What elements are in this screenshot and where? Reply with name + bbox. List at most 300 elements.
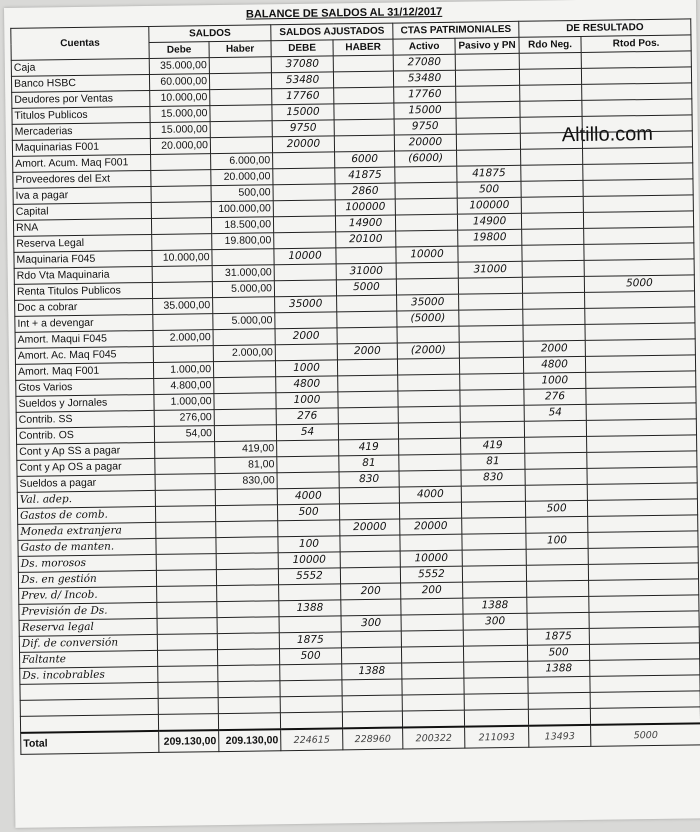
activo-value — [401, 630, 463, 647]
rdo-neg-value: 276 — [524, 388, 586, 405]
rdo-neg-value: 4800 — [523, 356, 585, 373]
empty-haber — [215, 505, 277, 522]
saldo-haber: 31.000,00 — [212, 265, 274, 282]
saldo-haber — [209, 57, 271, 74]
cuenta-name: Renta Titulos Publicos — [14, 282, 152, 300]
rdo-neg-value — [522, 260, 584, 277]
rtod-pos-value — [590, 707, 700, 725]
ajustado-debe — [273, 152, 335, 169]
saldo-haber: 419,00 — [215, 441, 277, 458]
ajustado-debe — [279, 584, 341, 601]
saldo-debe: 35.000,00 — [153, 298, 213, 315]
pasivo-value — [460, 389, 524, 406]
saldo-haber — [210, 105, 272, 122]
saldo-haber — [212, 249, 274, 266]
saldo-debe: 60.000,00 — [149, 74, 209, 91]
rdo-neg-value — [527, 580, 589, 597]
ajustado-debe — [279, 616, 341, 633]
saldo-debe — [152, 282, 212, 299]
ajustado-debe — [273, 216, 335, 233]
ajustado-debe: 500 — [277, 504, 339, 521]
handwritten-cuenta — [20, 698, 158, 716]
watermark: Altillo.com — [561, 122, 654, 147]
ajustado-debe: 17760 — [272, 88, 334, 105]
activo-value: 20000 — [394, 134, 456, 151]
rdo-neg-value — [528, 676, 590, 693]
rdo-neg-value — [520, 116, 582, 133]
rdo-neg-value — [521, 164, 583, 181]
rdo-neg-value — [521, 180, 583, 197]
ajustado-debe — [274, 280, 336, 297]
ajustado-haber — [340, 535, 400, 552]
activo-value: 35000 — [397, 294, 459, 311]
handwritten-cuenta: Previsión de Ds. — [19, 602, 157, 620]
activo-value: 5552 — [400, 566, 462, 583]
empty-debe — [158, 714, 218, 731]
empty-haber — [216, 537, 278, 554]
ajustado-haber: 200 — [341, 583, 401, 600]
ajustado-haber — [338, 407, 398, 424]
rtod-pos-value — [585, 307, 695, 325]
rtod-pos-value — [584, 259, 694, 277]
empty-debe — [157, 634, 217, 651]
rtod-pos-value — [583, 147, 693, 165]
empty-haber — [217, 617, 279, 634]
saldo-debe — [153, 314, 213, 331]
saldo-haber: 18.500,00 — [211, 217, 273, 234]
rdo-neg-value — [526, 548, 588, 565]
pasivo-value — [456, 133, 520, 150]
pasivo-value — [456, 85, 520, 102]
activo-value — [399, 454, 461, 471]
ajustado-debe: 1000 — [275, 360, 337, 377]
cuenta-name: Proveedores del Ext — [13, 170, 151, 188]
cuenta-name: Amort. Ac. Maq F045 — [15, 346, 153, 364]
cuenta-name: Reserva Legal — [14, 234, 152, 252]
rdo-neg-value — [524, 420, 586, 437]
total-aj-haber: 228960 — [343, 728, 403, 750]
pasivo-value — [462, 549, 526, 566]
ajustado-debe: 500 — [279, 648, 341, 665]
header-activo: Activo — [393, 38, 455, 55]
empty-haber — [218, 713, 280, 730]
activo-value — [395, 198, 457, 215]
pasivo-value: 19800 — [458, 229, 522, 246]
rdo-neg-value: 500 — [527, 644, 589, 661]
pasivo-value — [458, 245, 522, 262]
table-body — [11, 51, 700, 733]
rtod-pos-value — [590, 675, 700, 693]
ajustado-debe: 1875 — [279, 632, 341, 649]
cuenta-name: Rdo Vta Maquinaria — [14, 266, 152, 284]
saldo-debe: 1.000,00 — [153, 362, 213, 379]
cuenta-name: Gtos Varios — [16, 378, 154, 396]
cuenta-name: Contrib. OS — [16, 426, 154, 444]
empty-haber — [217, 649, 279, 666]
rdo-neg-value — [527, 596, 589, 613]
saldo-debe: 35.000,00 — [149, 58, 209, 75]
pasivo-value — [464, 661, 528, 678]
saldo-debe: 276,00 — [154, 410, 214, 427]
pasivo-value — [463, 581, 527, 598]
saldo-haber — [210, 121, 272, 138]
pasivo-value — [457, 149, 521, 166]
rdo-neg-value: 1000 — [524, 372, 586, 389]
rtod-pos-value — [584, 227, 694, 245]
saldo-haber — [213, 361, 275, 378]
ajustado-debe — [277, 456, 339, 473]
ajustado-debe: 37080 — [271, 56, 333, 73]
total-haber: 209.130,00 — [219, 729, 281, 751]
rtod-pos-value — [590, 659, 700, 677]
activo-value: (5000) — [397, 310, 459, 327]
saldo-debe: 15.000,00 — [150, 106, 210, 123]
activo-value: 200 — [401, 582, 463, 599]
ajustado-debe: 53480 — [271, 72, 333, 89]
rdo-neg-value — [523, 324, 585, 341]
pasivo-value — [462, 533, 526, 550]
ajustado-debe: 54 — [276, 424, 338, 441]
rtod-pos-value — [582, 99, 692, 117]
rtod-pos-value — [589, 579, 699, 597]
pasivo-value — [459, 341, 523, 358]
pasivo-value — [458, 277, 522, 294]
rdo-neg-value — [525, 436, 587, 453]
activo-value — [396, 230, 458, 247]
total-pos: 5000 — [591, 723, 700, 746]
ajustado-debe: 9750 — [272, 120, 334, 137]
ajustado-haber — [334, 119, 394, 136]
cuenta-name: Sueldos y Jornales — [16, 394, 154, 412]
ajustado-haber — [341, 599, 401, 616]
saldo-haber: 830,00 — [215, 473, 277, 490]
saldo-haber — [214, 377, 276, 394]
rdo-neg-value — [522, 228, 584, 245]
saldo-haber: 500,00 — [211, 185, 273, 202]
empty-haber — [216, 521, 278, 538]
handwritten-cuenta: Ds. en gestión — [18, 570, 156, 588]
ajustado-haber: 41875 — [335, 167, 395, 184]
header-pasivo: Pasivo y PN — [455, 37, 519, 54]
cuenta-name: Titulos Publicos — [12, 106, 150, 124]
rdo-neg-value — [521, 212, 583, 229]
pasivo-value: 300 — [463, 613, 527, 630]
ajustado-haber: 2000 — [337, 343, 397, 360]
ajustado-haber — [337, 311, 397, 328]
activo-value — [398, 422, 460, 439]
saldo-haber — [213, 297, 275, 314]
empty-debe — [156, 554, 216, 571]
rdo-neg-value — [526, 516, 588, 533]
ajustado-debe — [274, 232, 336, 249]
total-neg: 13493 — [529, 725, 591, 747]
rdo-neg-value: 2000 — [523, 340, 585, 357]
rdo-neg-value — [526, 564, 588, 581]
pasivo-value — [462, 517, 526, 534]
empty-haber — [217, 585, 279, 602]
ajustado-haber — [339, 503, 399, 520]
rtod-pos-value — [583, 195, 693, 213]
saldo-debe: 1.000,00 — [154, 394, 214, 411]
empty-debe — [155, 506, 215, 523]
activo-value — [402, 710, 464, 727]
total-aj-debe: 224615 — [281, 728, 343, 750]
ajustado-debe — [274, 264, 336, 281]
rtod-pos-value — [583, 211, 693, 229]
ajustado-debe — [280, 712, 342, 729]
ajustado-debe — [278, 520, 340, 537]
total-pasivo: 211093 — [465, 726, 529, 748]
rdo-neg-value — [527, 612, 589, 629]
ajustado-debe — [275, 344, 337, 361]
ajustado-debe: 35000 — [275, 296, 337, 313]
ajustado-haber — [340, 551, 400, 568]
cuenta-name: Cont y Ap SS a pagar — [17, 442, 155, 460]
pasivo-value: 100000 — [457, 197, 521, 214]
rdo-neg-value — [523, 292, 585, 309]
ajustado-debe — [280, 696, 342, 713]
rtod-pos-value — [585, 355, 695, 373]
saldo-debe — [155, 474, 215, 491]
saldo-debe — [152, 234, 212, 251]
handwritten-cuenta — [20, 682, 158, 700]
cuenta-name: Banco HSBC — [11, 74, 149, 92]
ajustado-haber — [339, 487, 399, 504]
activo-value — [395, 214, 457, 231]
cuenta-name: Capital — [13, 202, 151, 220]
ajustado-haber — [334, 87, 394, 104]
activo-value: 10000 — [396, 246, 458, 263]
pasivo-value — [464, 693, 528, 710]
saldo-haber — [209, 73, 271, 90]
saldo-haber: 5.000,00 — [212, 281, 274, 298]
cuenta-name: Deudores por Ventas — [12, 90, 150, 108]
handwritten-cuenta: Prev. d/ Incob. — [19, 586, 157, 604]
rtod-pos-value — [589, 627, 699, 645]
saldo-debe: 4.800,00 — [154, 378, 214, 395]
saldo-debe: 10.000,00 — [152, 250, 212, 267]
empty-haber — [217, 601, 279, 618]
pasivo-value — [461, 485, 525, 502]
cuenta-name: Int + a devengar — [15, 314, 153, 332]
ajustado-haber: 81 — [339, 455, 399, 472]
ajustado-debe: 1000 — [276, 392, 338, 409]
ajustado-debe: 1388 — [279, 600, 341, 617]
empty-debe — [157, 650, 217, 667]
page-title: BALANCE DE SALDOS AL 31/12/2017 — [245, 5, 443, 21]
ajustado-haber: 300 — [341, 615, 401, 632]
cuenta-name: Mercaderias — [12, 122, 150, 140]
ajustado-debe — [275, 312, 337, 329]
activo-value — [401, 614, 463, 631]
pasivo-value — [459, 309, 523, 326]
ajustado-debe: 10000 — [278, 552, 340, 569]
rtod-pos-value — [587, 467, 697, 485]
activo-value — [400, 534, 462, 551]
ajustado-haber — [342, 679, 402, 696]
ajustado-debe — [273, 184, 335, 201]
cuenta-name: Iva a pagar — [13, 186, 151, 204]
rtod-pos-value — [587, 499, 697, 517]
pasivo-value — [461, 501, 525, 518]
pasivo-value: 14900 — [457, 213, 521, 230]
activo-value — [401, 598, 463, 615]
rtod-pos-value — [589, 643, 699, 661]
empty-debe — [158, 698, 218, 715]
ajustado-haber: 5000 — [336, 279, 396, 296]
ajustado-debe: 15000 — [272, 104, 334, 121]
rdo-neg-value — [520, 84, 582, 101]
pasivo-value: 419 — [461, 437, 525, 454]
pasivo-value — [460, 421, 524, 438]
empty-debe — [156, 538, 216, 555]
header-de-resultado: DE RESULTADO — [519, 19, 691, 37]
header-cuentas: Cuentas — [11, 26, 149, 60]
pasivo-value — [459, 325, 523, 342]
ajustado-haber — [337, 295, 397, 312]
rdo-neg-value — [522, 276, 584, 293]
saldo-haber: 2.000,00 — [213, 345, 275, 362]
pasivo-value — [456, 117, 520, 134]
rdo-neg-value — [521, 148, 583, 165]
pasivo-value — [460, 405, 524, 422]
rdo-neg-value: 500 — [525, 500, 587, 517]
empty-debe — [157, 586, 217, 603]
activo-value — [396, 278, 458, 295]
rdo-neg-value — [520, 132, 582, 149]
ajustado-haber — [333, 55, 393, 72]
rtod-pos-value: 5000 — [584, 275, 694, 293]
rdo-neg-value: 1875 — [527, 628, 589, 645]
header-rdo-neg: Rdo Neg. — [519, 36, 581, 53]
ajustado-debe: 4800 — [276, 376, 338, 393]
ajustado-haber: 20000 — [340, 519, 400, 536]
cuenta-name: Amort. Maq F001 — [15, 362, 153, 380]
empty-haber — [217, 633, 279, 650]
ajustado-haber: 830 — [339, 471, 399, 488]
pasivo-value — [464, 709, 528, 726]
saldo-debe — [151, 186, 211, 203]
rtod-pos-value — [582, 115, 692, 133]
header-ctas-patrimoniales: CTAS PATRIMONIALES — [393, 21, 519, 39]
pasivo-value — [455, 69, 519, 86]
rdo-neg-value: 1388 — [528, 660, 590, 677]
total-debe: 209.130,00 — [159, 730, 219, 752]
empty-debe — [155, 490, 215, 507]
saldo-debe — [155, 458, 215, 475]
balance-table — [10, 18, 700, 754]
pasivo-value — [456, 101, 520, 118]
ajustado-haber — [337, 327, 397, 344]
ajustado-debe: 2000 — [275, 328, 337, 345]
cuenta-name: Maquinarias F001 — [12, 138, 150, 156]
activo-value: 4000 — [399, 486, 461, 503]
ajustado-haber — [342, 695, 402, 712]
saldo-haber: 5.000,00 — [213, 313, 275, 330]
saldo-haber — [214, 409, 276, 426]
handwritten-cuenta: Gastos de comb. — [17, 506, 155, 524]
rdo-neg-value — [520, 100, 582, 117]
rtod-pos-value — [588, 547, 698, 565]
activo-value — [399, 470, 461, 487]
saldo-debe — [151, 154, 211, 171]
ajustado-haber — [338, 423, 398, 440]
ajustado-haber: 31000 — [336, 263, 396, 280]
ajustado-debe — [280, 680, 342, 697]
rtod-pos-value — [581, 51, 691, 69]
pasivo-value — [459, 357, 523, 374]
header-debe: Debe — [149, 42, 209, 59]
rtod-pos-value — [586, 403, 696, 421]
empty-haber — [218, 665, 280, 682]
activo-value — [398, 406, 460, 423]
activo-value — [402, 662, 464, 679]
rtod-pos-value — [585, 323, 695, 341]
saldo-haber: 100.000,00 — [211, 201, 273, 218]
ajustado-debe: 20000 — [272, 136, 334, 153]
ajustado-debe — [277, 440, 339, 457]
ajustado-haber — [338, 391, 398, 408]
rdo-neg-value — [528, 708, 590, 725]
pasivo-value — [460, 373, 524, 390]
pasivo-value: 830 — [461, 469, 525, 486]
rtod-pos-value — [589, 611, 699, 629]
rtod-pos-value — [588, 563, 698, 581]
saldo-haber — [213, 329, 275, 346]
header-aj-debe: DEBE — [271, 40, 333, 57]
pasivo-value: 500 — [457, 181, 521, 198]
activo-value: 27080 — [393, 54, 455, 71]
pasivo-value: 41875 — [457, 165, 521, 182]
pasivo-value — [463, 629, 527, 646]
activo-value — [399, 438, 461, 455]
saldo-debe: 10.000,00 — [150, 90, 210, 107]
activo-value: 17760 — [394, 86, 456, 103]
ajustado-haber — [341, 647, 401, 664]
activo-value — [397, 358, 459, 375]
cuenta-name: Amort. Maqui F045 — [15, 330, 153, 348]
rtod-pos-value — [585, 339, 695, 357]
saldo-debe — [152, 266, 212, 283]
rtod-pos-value — [590, 691, 700, 709]
handwritten-cuenta: Gasto de manten. — [18, 538, 156, 556]
ajustado-debe: 10000 — [274, 248, 336, 265]
ajustado-debe — [273, 168, 335, 185]
handwritten-cuenta: Val. adep. — [17, 490, 155, 508]
pasivo-value: 81 — [461, 453, 525, 470]
saldo-haber — [210, 137, 272, 154]
ajustado-haber — [336, 247, 396, 264]
rdo-neg-value — [519, 52, 581, 69]
rtod-pos-value — [586, 419, 696, 437]
saldo-haber: 6.000,00 — [211, 153, 273, 170]
saldo-haber: 19.800,00 — [212, 233, 274, 250]
pasivo-value — [463, 645, 527, 662]
saldo-haber — [214, 393, 276, 410]
ajustado-haber — [333, 71, 393, 88]
ajustado-haber — [341, 631, 401, 648]
ajustado-debe — [273, 200, 335, 217]
header-haber: Haber — [209, 41, 271, 58]
activo-value — [398, 390, 460, 407]
saldo-debe: 15.000,00 — [150, 122, 210, 139]
handwritten-cuenta: Moneda extranjera — [18, 522, 156, 540]
ajustado-debe: 100 — [278, 536, 340, 553]
handwritten-cuenta: Ds. incobrables — [20, 666, 158, 684]
rtod-pos-value — [582, 131, 692, 149]
ajustado-haber: 20100 — [336, 231, 396, 248]
cuenta-name: Sueldos a pagar — [17, 474, 155, 492]
